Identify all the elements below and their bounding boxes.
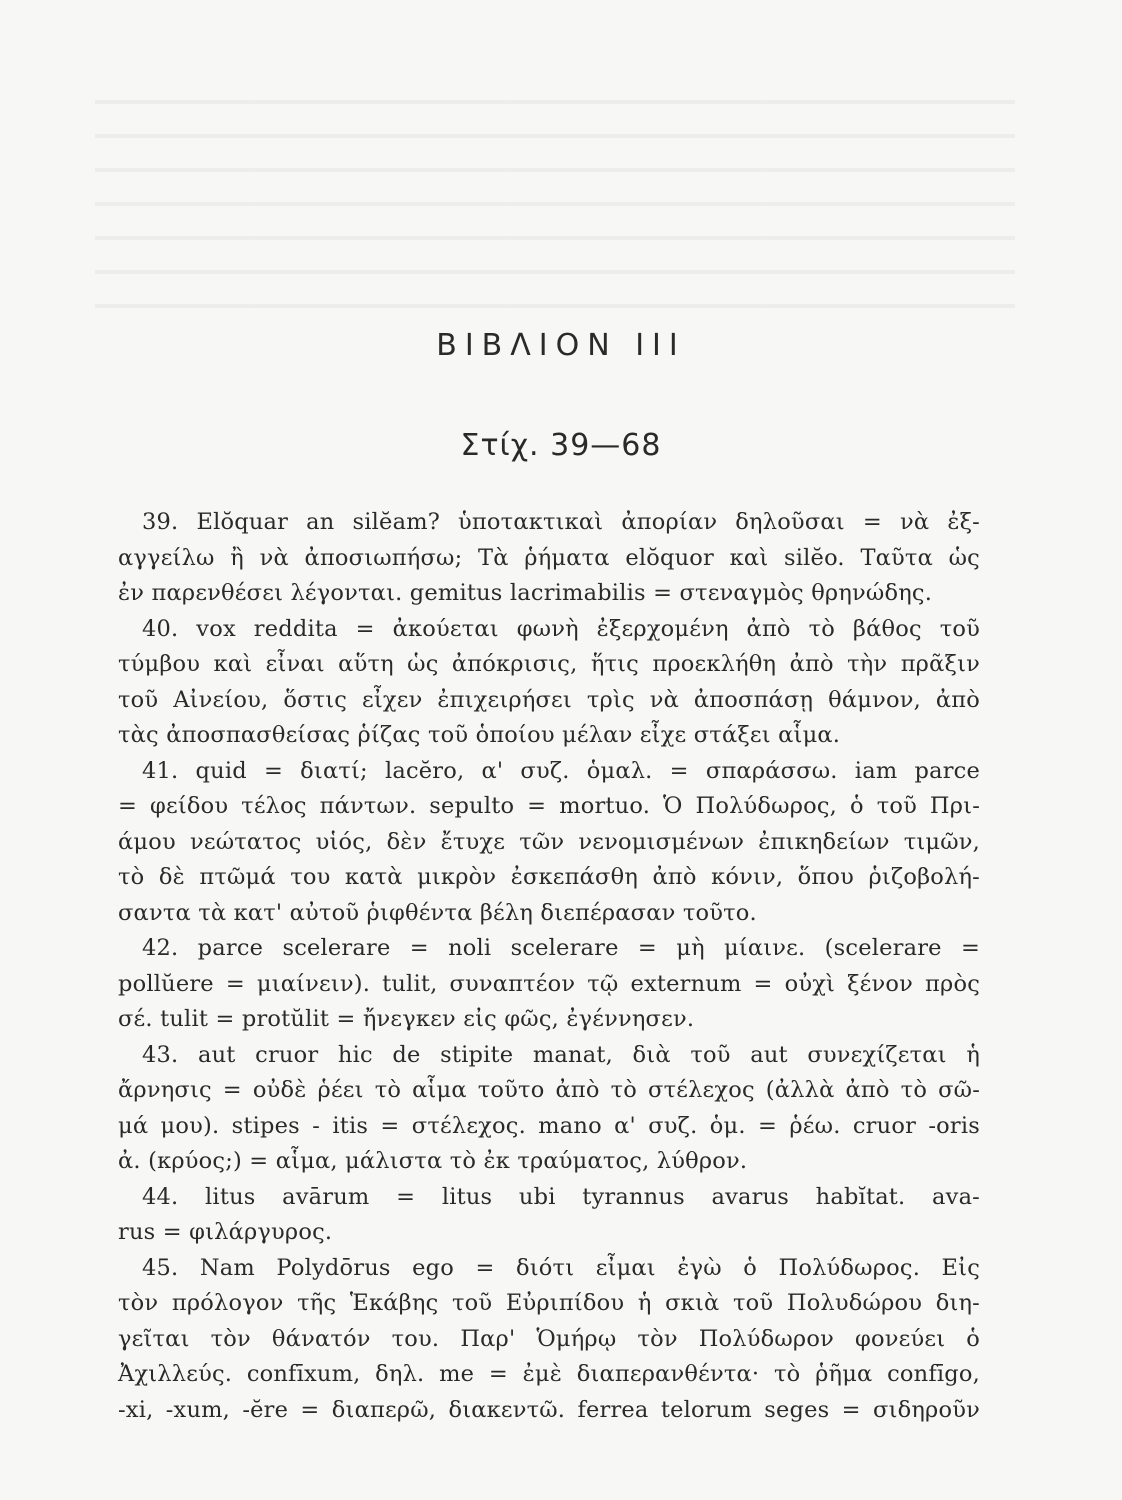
text-line: 42. parce scelerare = noli scelerare = μὴ μίαινε. (scelerare = (142, 935, 980, 961)
text-line: Ἀχιλλεύς. confīxum, δηλ. me = ἐμὲ διαπερανθέντα· τὸ ῥῆμα confīgo, (118, 1361, 980, 1387)
text-line: 45. Nam Polydōrus ego = διότι εἶμαι ἐγὼ ὁ Πολύδωρος. Εἰς (142, 1254, 980, 1281)
text-line: μά μου). stipes - itis = στέλεχος. mano α' συζ. ὁμ. = ῥέω. cruor -oris (118, 1112, 980, 1139)
text-line: rus = φιλάργυρος. (118, 1219, 333, 1245)
text-line: τύμβου καὶ εἶναι αὕτη ὡς ἀπόκρισις, ἥτις προεκλήθη ἀπὸ τὴν πρᾶξιν (118, 651, 980, 677)
text-line: pollŭere = μιαίνειν). tulit, συναπτέον τῷ externum = οὐχὶ ξένον πρὸς (118, 970, 980, 997)
text-line: τὸ δὲ πτῶμά του κατὰ μικρὸν ἐσκεπάσθη ἀπὸ κόνιν, ὅπου ῥιζοβολή- (118, 864, 980, 890)
text-line: γεῖται τὸν θάνατόν του. Παρ' Ὁμήρῳ τὸν Πολύδωρον φονεύει ὁ (118, 1325, 980, 1352)
text-line: τοῦ Αἰνείου, ὅστις εἶχεν ἐπιχειρήσει τρὶς νὰ ἀποσπάσῃ θάμνον, ἀπὸ (118, 686, 980, 713)
text-line: 39. Elŏquar an silĕam? ὑποτακτικαὶ ἀπορίαν δηλοῦσαι = νὰ ἐξ- (142, 509, 980, 535)
text-line: αγγείλω ἢ νὰ ἀποσιωπήσω; Τὰ ῥήματα elŏquor καὶ silĕo. Ταῦτα ὡς (118, 544, 980, 571)
text-line: -xi, -xum, -ĕre = διαπερῶ, διακεντῶ. ferrea telorum seges = σιδηροῦν (118, 1396, 980, 1423)
text-line: ἀ. (κρύος;) = αἷμα, μάλιστα τὸ ἐκ τραύματος, λύθρον. (118, 1148, 748, 1174)
text-line: 41. quid = διατί; lacĕro, α' συζ. ὁμαλ. = σπαράσσω. iam parce (142, 757, 980, 784)
book-heading: ΒΙΒΛΙΟΝ ΙΙΙ (436, 328, 686, 363)
text-line: 40. vox reddita = ἀκούεται φωνὴ ἐξερχομένη ἀπὸ τὸ βάθος τοῦ (142, 615, 980, 642)
verses-heading: Στίχ. 39—68 (460, 428, 662, 463)
bleed-through-shadow (95, 70, 1015, 310)
text-line: ἐν παρενθέσει λέγονται. gemitus lacrimabilis = στεναγμὸς θρηνώδης. (118, 580, 933, 606)
text-line: σέ. tulit = protŭlit = ἤνεγκεν εἰς φῶς, ἐγέννησεν. (118, 1006, 695, 1032)
text-line: τὸν πρόλογον τῆς Ἑκάβης τοῦ Εὐριπίδου ἡ σκιὰ τοῦ Πολυδώρου διη- (118, 1290, 980, 1316)
commentary-body (118, 505, 980, 1428)
text-line: τὰς ἀποσπασθείσας ῥίζας τοῦ ὁποίου μέλαν εἶχε στάξει αἷμα. (118, 722, 841, 748)
text-line: = φείδου τέλος πάντων. sepulto = mortuo. Ὁ Πολύδωρος, ὁ τοῦ Πρι- (118, 793, 980, 819)
text-line: 44. litus avārum = litus ubi tyrannus avarus habĭtat. ava- (142, 1183, 980, 1210)
text-line: ἄρνησις = οὐδὲ ῥέει τὸ αἷμα τοῦτο ἀπὸ τὸ στέλεχος (ἀλλὰ ἀπὸ τὸ σῶ- (118, 1077, 980, 1103)
text-line: σαντα τὰ κατ' αὐτοῦ ῥιφθέντα βέλη διεπέρασαν τοῦτο. (118, 899, 757, 926)
text-line: άμου νεώτατος υἱός, δὲν ἔτυχε τῶν νενομισμένων ἐπικηδείων τιμῶν, (118, 828, 980, 855)
text-line: 43. aut cruor hic de stipite manat, διὰ τοῦ aut συνεχίζεται ἡ (142, 1041, 980, 1068)
